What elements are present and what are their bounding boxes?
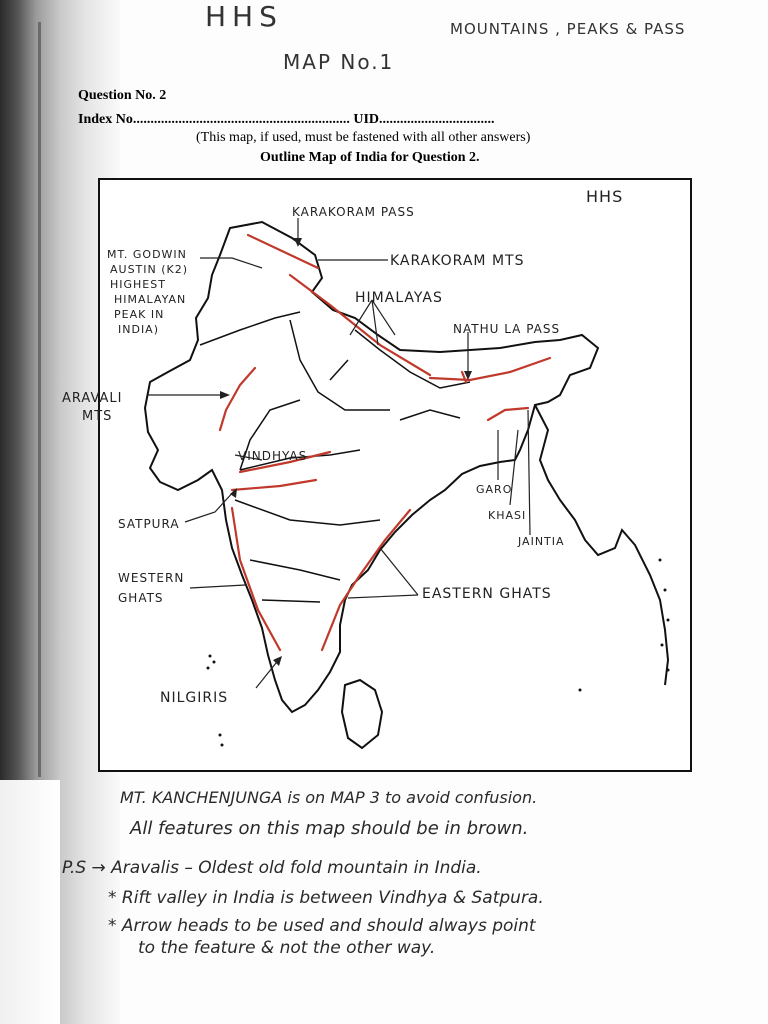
map-title: Outline Map of India for Question 2. bbox=[260, 150, 480, 165]
question-number: Question No. 2 bbox=[78, 88, 167, 103]
label-karakoram-pass: KARAKORAM PASS bbox=[292, 205, 415, 219]
himalaya-east-mark bbox=[430, 358, 550, 380]
label-eastern-ghats: EASTERN GHATS bbox=[422, 586, 552, 602]
note-line-2: All features on this map should be in brown. bbox=[130, 818, 529, 839]
label-godwin-6: INDIA) bbox=[118, 323, 160, 336]
topic-heading: MOUNTAINS , PEAKS & PASS bbox=[450, 20, 686, 38]
map-corner-hhs: HHS bbox=[586, 187, 624, 206]
fasten-note: (This map, if used, must be fastened with all other answers) bbox=[196, 130, 531, 145]
satpura-mark bbox=[232, 480, 316, 490]
map-number: MAP No.1 bbox=[283, 50, 395, 74]
hhs-top-mark: HHS bbox=[205, 0, 283, 33]
label-aravali-2: MTS bbox=[82, 409, 113, 424]
note-line-6: to the feature & not the other way. bbox=[138, 938, 436, 958]
index-uid-line: Index No.............................................................. UID................................. bbox=[78, 112, 495, 127]
label-godwin-5: PEAK IN bbox=[114, 308, 165, 321]
label-western-1: WESTERN bbox=[118, 571, 185, 585]
label-nilgiris: NILGIRIS bbox=[160, 690, 229, 706]
label-godwin-4: HIMALAYAN bbox=[114, 293, 187, 306]
label-satpura: SATPURA bbox=[118, 517, 180, 531]
label-aravali-1: ARAVALI bbox=[62, 391, 123, 406]
label-nathu-la: NATHU LA PASS bbox=[453, 322, 561, 336]
label-godwin-1: MT. GODWIN bbox=[107, 248, 187, 261]
garo-khasi-mark bbox=[488, 408, 528, 420]
note-line-3: P.S → Aravalis – Oldest old fold mountain in India. bbox=[62, 858, 482, 878]
label-jaintia: JAINTIA bbox=[518, 535, 565, 548]
aravali-mark bbox=[220, 368, 255, 430]
label-garo: GARO bbox=[476, 483, 513, 496]
note-line-1: MT. KANCHENJUNGA is on MAP 3 to avoid confusion. bbox=[120, 788, 538, 807]
label-western-2: GHATS bbox=[118, 591, 164, 605]
note-line-5: * Arrow heads to be used and should always point bbox=[108, 916, 536, 936]
label-godwin-3: HIGHEST bbox=[110, 278, 166, 291]
label-godwin-2: AUSTIN (K2) bbox=[110, 263, 189, 276]
sri-lanka-outline bbox=[342, 680, 382, 748]
western-ghats-mark bbox=[232, 508, 280, 650]
label-karakoram-mts: KARAKORAM MTS bbox=[390, 253, 525, 269]
karakoram-range-mark bbox=[248, 235, 318, 268]
note-line-4: * Rift valley in India is between Vindhya & Satpura. bbox=[108, 888, 544, 908]
label-khasi: KHASI bbox=[488, 509, 527, 522]
label-vindhyas: VINDHYAS bbox=[238, 449, 308, 463]
label-himalayas: HIMALAYAS bbox=[355, 290, 443, 306]
